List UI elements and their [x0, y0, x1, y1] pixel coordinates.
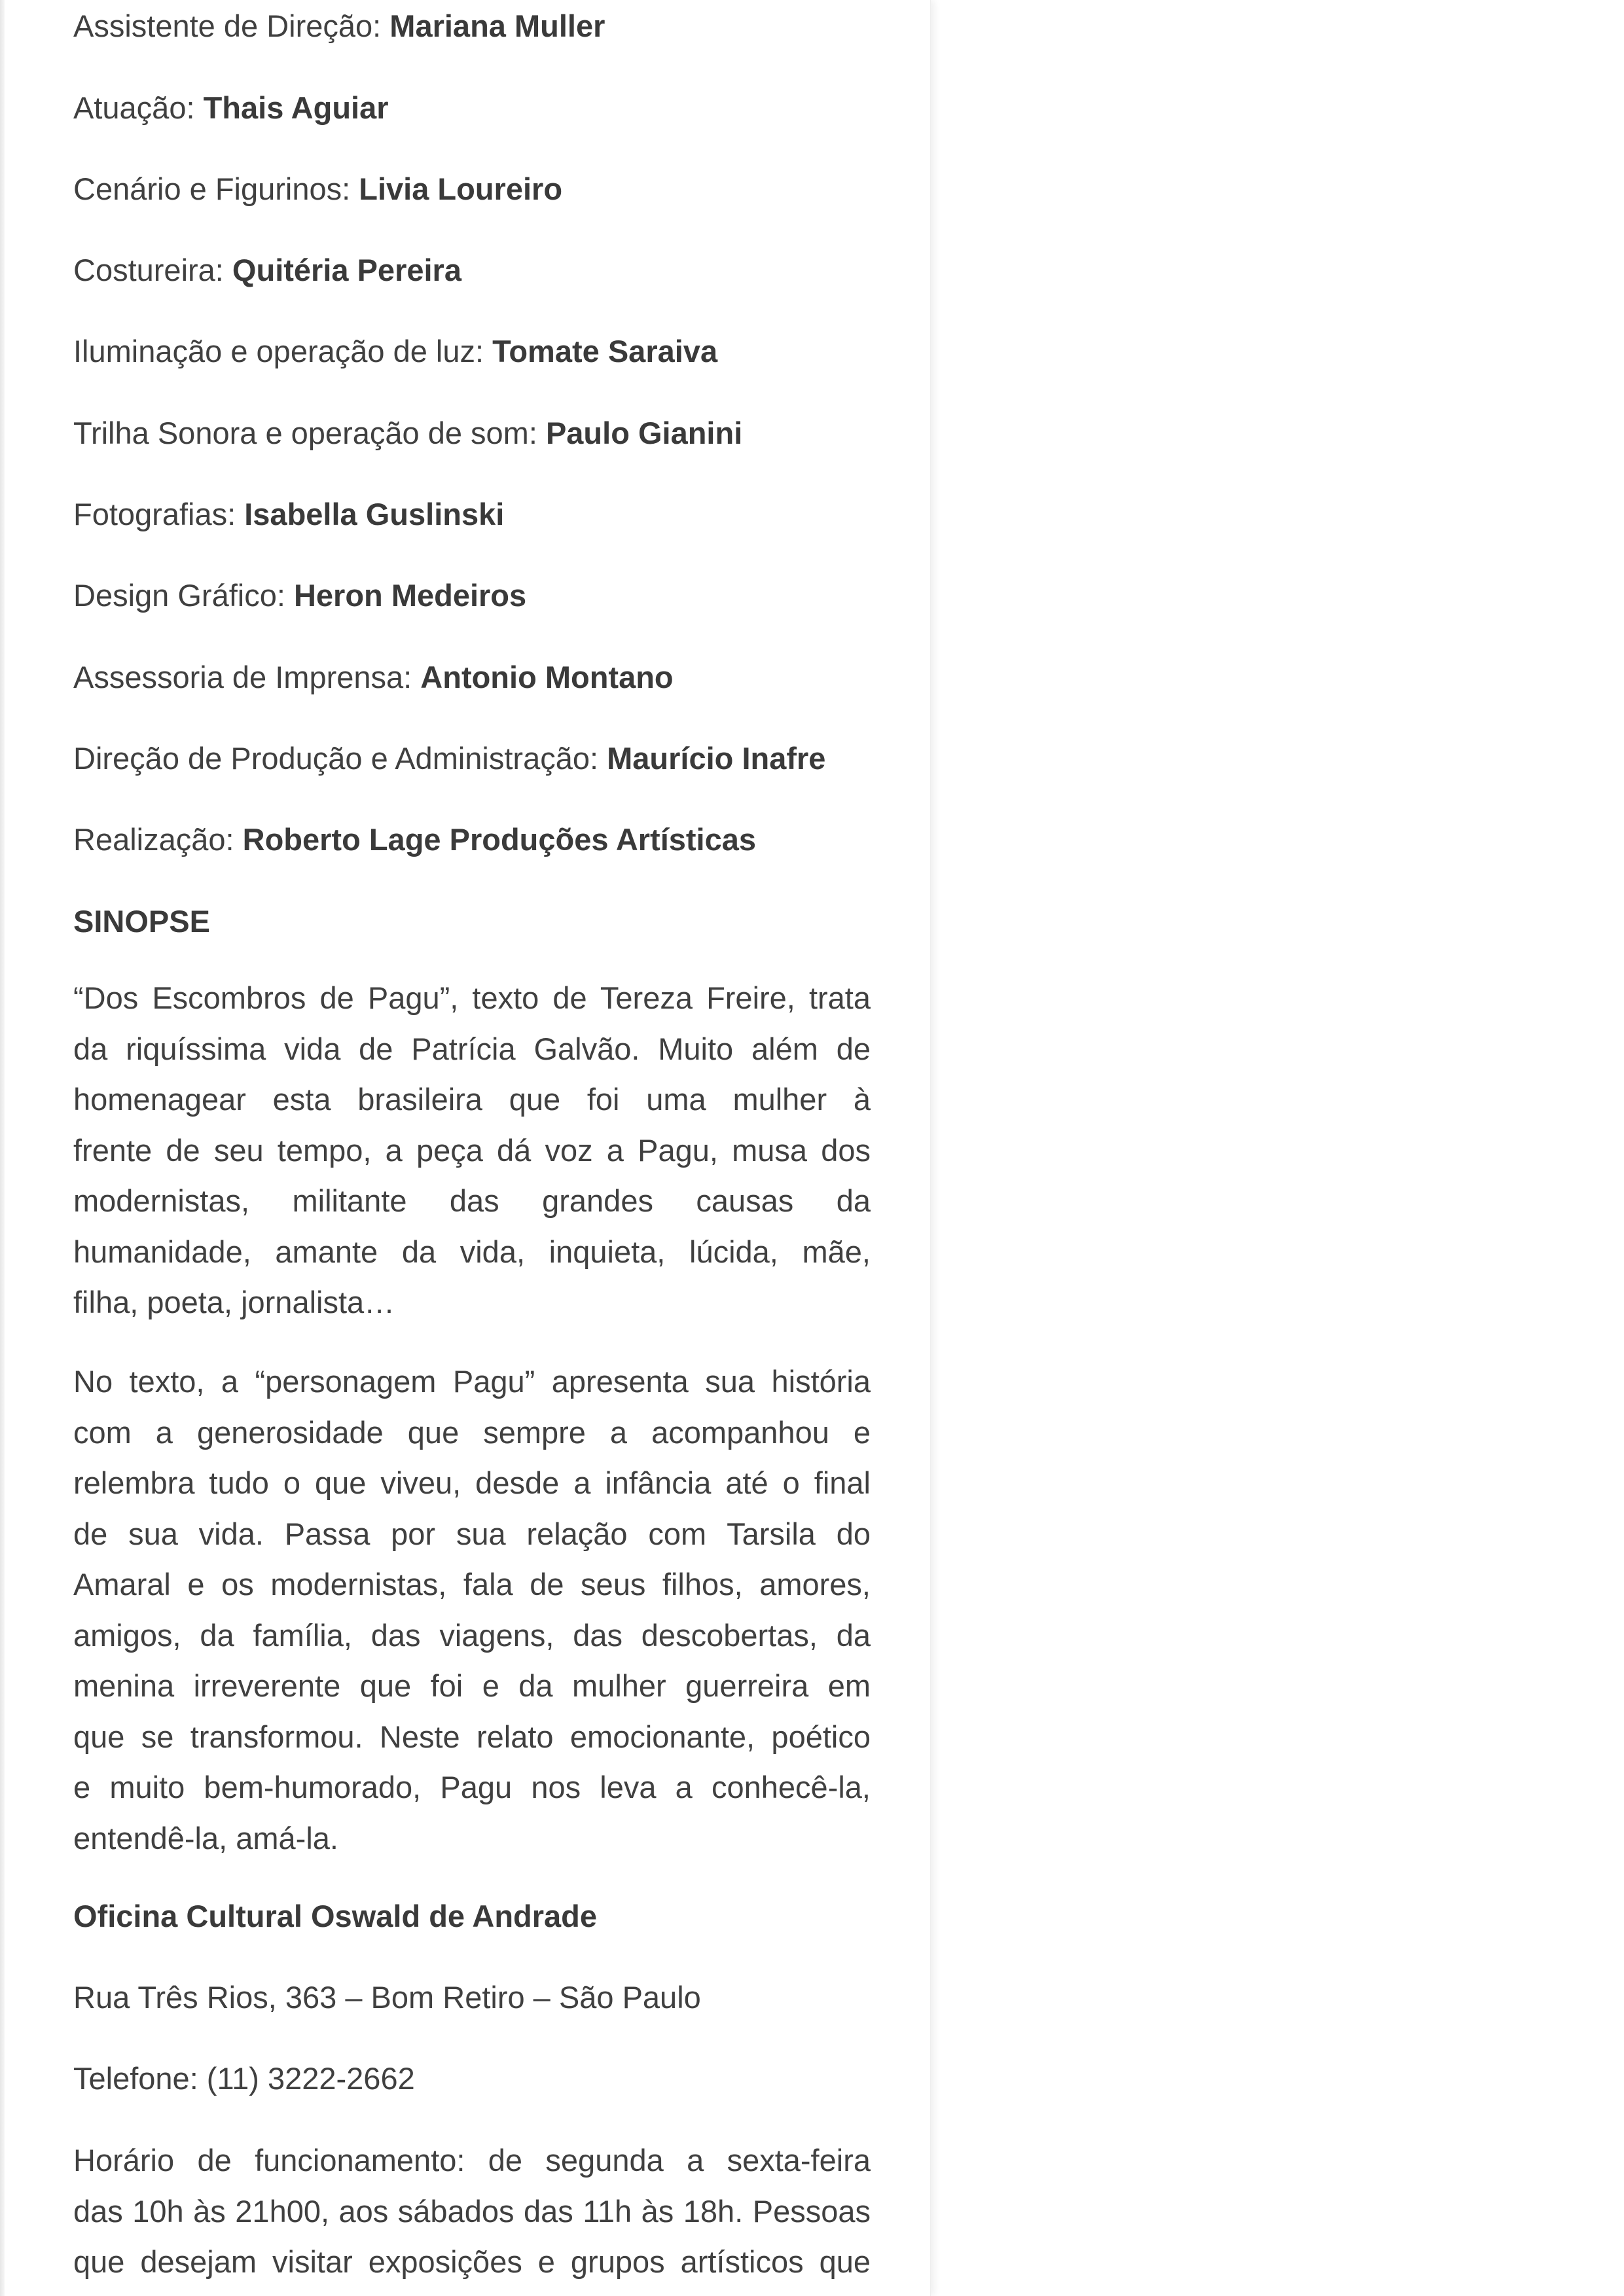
paragraph-line: da riquíssima vida de Patrícia Galvão. Muito além de: [73, 1031, 871, 1066]
credit-fotografias: [73, 489, 504, 540]
venue-phone: Telefone: (11) 3222-2662: [73, 2061, 415, 2096]
paragraph-line: amigos, da família, das viagens, das descobertas, da: [73, 1617, 871, 1653]
credit-name: Heron Medeiros: [293, 578, 527, 613]
paragraph-line: Amaral e os modernistas, fala de seus filhos, amores,: [73, 1567, 871, 1602]
paragraph-line: Horário de funcionamento: de segunda a sexta-feira: [73, 2143, 871, 2178]
synopsis-paragraph-1: [73, 973, 871, 1328]
credit-name: Tomate Saraiva: [492, 334, 718, 368]
credit-assessoria-imprensa: [73, 652, 674, 703]
credit-role: Direção de Produção e Administração:: [73, 741, 607, 776]
venue-name: Oficina Cultural Oswald de Andrade: [73, 1899, 598, 1933]
credit-name: Maurício Inafre: [607, 741, 826, 776]
synopsis-paragraph-2: [73, 1356, 871, 1863]
credit-iluminacao: [73, 326, 717, 377]
paragraph-line: que desejam visitar exposições e grupos artísticos que: [73, 2244, 871, 2279]
content-column: [5, 0, 931, 2296]
credit-name: Antonio Montano: [420, 660, 674, 694]
credit-cenario-figurinos: [73, 164, 562, 215]
credit-name: Thais Aguiar: [203, 90, 389, 125]
credit-role: Realização:: [73, 822, 243, 857]
credit-role: Assistente de Direção:: [73, 9, 390, 43]
credit-name: Isabella Guslinski: [244, 497, 505, 531]
credit-role: Cenário e Figurinos:: [73, 171, 359, 206]
credit-name: Mariana Muller: [389, 9, 605, 43]
synopsis-heading: SINOPSE: [73, 904, 210, 939]
credit-atuacao: [73, 82, 389, 134]
paragraph-line: que se transformou. Neste relato emocionante, poético: [73, 1719, 871, 1754]
credit-role: Assessoria de Imprensa:: [73, 660, 421, 694]
credit-trilha-sonora: [73, 408, 742, 459]
credit-name: Roberto Lage Produções Artísticas: [242, 822, 757, 857]
credit-role: Design Gráfico:: [73, 578, 294, 613]
credit-role: Costureira:: [73, 253, 232, 287]
venue-address: Rua Três Rios, 363 – Bom Retiro – São Paulo: [73, 1980, 701, 2015]
paragraph-line: das 10h às 21h00, aos sábados das 11h às 18h. Pessoas: [73, 2193, 871, 2229]
paragraph-line: “Dos Escombros de Pagu”, texto de Tereza Freire, trata: [73, 980, 871, 1015]
credit-role: Fotografias:: [73, 497, 245, 531]
venue-hours: [73, 2135, 871, 2287]
credit-role: Trilha Sonora e operação de som:: [73, 416, 546, 450]
paragraph-line: e muito bem-humorado, Pagu nos leva a conhecê-la,: [73, 1770, 871, 1804]
credit-realizacao: [73, 814, 756, 865]
credit-design-grafico: [73, 570, 526, 621]
paragraph-line: humanidade, amante da vida, inquieta, lúcida, mãe,: [73, 1234, 871, 1269]
paragraph-line: menina irreverente que foi e da mulher guerreira em: [73, 1668, 871, 1703]
paragraph-line: homenagear esta brasileira que foi uma mulher à: [73, 1082, 871, 1117]
credit-costureira: [73, 245, 461, 296]
paragraph-line: modernistas, militante das grandes causas da: [73, 1183, 871, 1218]
credit-name: Paulo Gianini: [545, 416, 743, 450]
paragraph-line: entendê-la, amá-la.: [73, 1820, 338, 1856]
credit-assistente-direcao: [73, 1, 605, 52]
sidebar-area: [931, 0, 1624, 2296]
credit-direcao-producao: [73, 733, 825, 784]
credit-name: Quitéria Pereira: [232, 253, 461, 287]
credit-role: Iluminação e operação de luz:: [73, 334, 493, 368]
paragraph-line: filha, poeta, jornalista…: [73, 1285, 395, 1319]
credit-role: Atuação:: [73, 90, 204, 125]
credit-name: Livia Loureiro: [359, 171, 563, 206]
paragraph-line: de sua vida. Passa por sua relação com Tarsila do: [73, 1516, 871, 1551]
paragraph-line: No texto, a “personagem Pagu” apresenta sua história: [73, 1364, 871, 1399]
paragraph-line: frente de seu tempo, a peça dá voz a Pagu, musa dos: [73, 1132, 871, 1168]
paragraph-line: com a generosidade que sempre a acompanhou e: [73, 1414, 871, 1450]
paragraph-line: relembra tudo o que viveu, desde a infância até o final: [73, 1465, 871, 1500]
page-left-edge: [0, 0, 5, 2296]
